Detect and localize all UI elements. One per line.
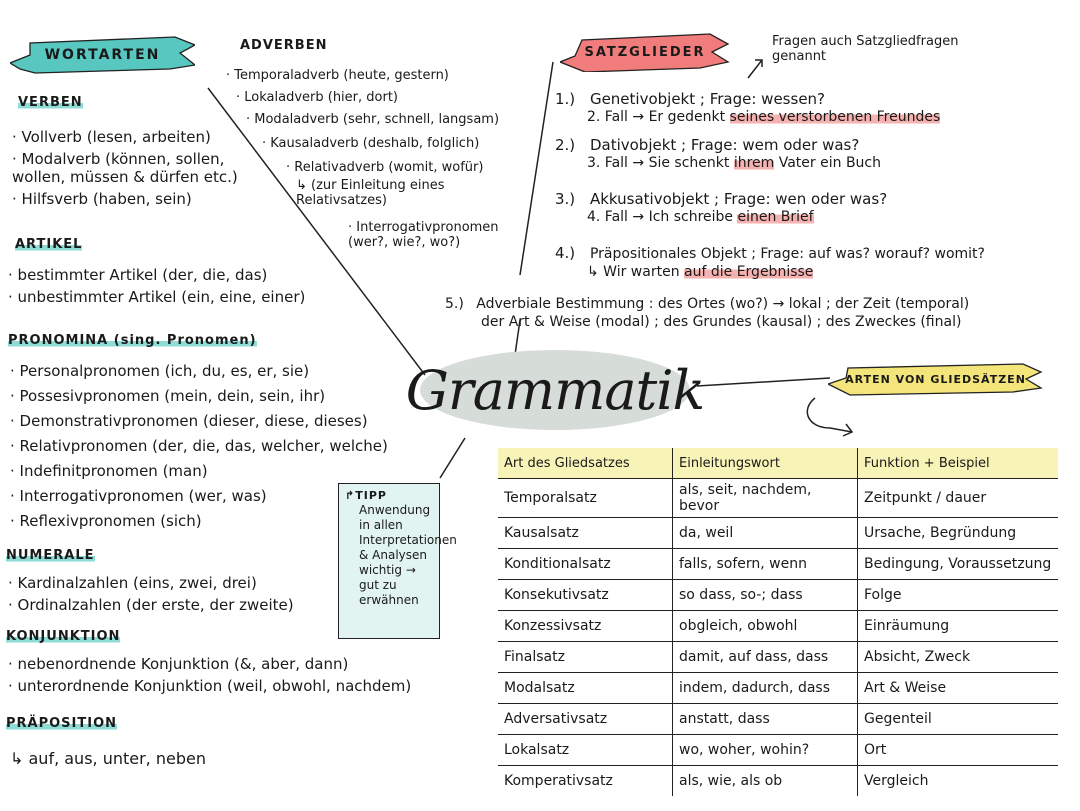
column-header: Funktion + Beispiel	[858, 448, 1059, 479]
example-text: 4. Fall → Ich schreibe	[587, 209, 734, 225]
item-title: Genetivobjekt ; Frage: wessen?	[589, 90, 826, 108]
table-row	[498, 518, 1058, 549]
table-cell: Zeitpunkt / dauer	[858, 479, 1059, 518]
list-item: · Interrogativpronomen (wer, was)	[10, 487, 388, 505]
gliedsaetze-table	[498, 448, 1058, 796]
table-cell: wo, woher, wohin?	[673, 735, 858, 766]
item-example	[587, 108, 940, 126]
item-number: 5.)	[445, 296, 464, 312]
satzglied-item	[555, 190, 887, 226]
adverben-heading: ADVERBEN	[240, 38, 328, 53]
table-cell: Gegenteil	[858, 704, 1059, 735]
column-header: Art des Gliedsatzes	[498, 448, 673, 479]
verben-list	[12, 128, 257, 208]
table-cell: so dass, so-; dass	[673, 580, 858, 611]
example-text: 3. Fall → Sie schenkt	[587, 155, 730, 171]
adverb-label: Lokaladverb (hier, dort)	[244, 90, 398, 105]
item-number: 3.)	[555, 190, 576, 208]
example-text: Vater ein Buch	[778, 155, 881, 171]
item-title: Dativobjekt ; Frage: wem oder was?	[589, 136, 860, 154]
list-item: · Hilfsverb (haben, sein)	[12, 190, 257, 208]
adverb-label: Kausaladverb (deshalb, folglich)	[270, 136, 480, 151]
table-row	[498, 611, 1058, 642]
banner-satzglieder	[560, 32, 730, 72]
satzglied-item	[555, 90, 940, 126]
table-cell: indem, dadurch, dass	[673, 673, 858, 704]
table-cell: als, seit, nachdem, bevor	[673, 479, 858, 518]
list-item: · Personalpronomen (ich, du, es, er, sie)	[10, 362, 388, 380]
example-text: 2. Fall → Er gedenkt	[587, 109, 726, 125]
table-cell: damit, auf dass, dass	[673, 642, 858, 673]
list-item: · unterordnende Konjunktion (weil, obwohl, nachdem)	[8, 677, 411, 695]
table-cell: Absicht, Zweck	[858, 642, 1059, 673]
tipp-box	[338, 483, 457, 639]
item-example	[587, 154, 881, 172]
table-cell: Ursache, Begründung	[858, 518, 1059, 549]
relativ-note: ↳ (zur Einleitung eines Relativsatzes)	[296, 178, 445, 208]
banner-gliedsaetze	[828, 362, 1043, 396]
list-item: · Kardinalzahlen (eins, zwei, drei)	[8, 574, 294, 592]
table-cell: Lokalsatz	[498, 735, 673, 766]
list-item: · Demonstrativpronomen (dieser, diese, dieses)	[10, 412, 388, 430]
table-cell: da, weil	[673, 518, 858, 549]
table-cell: Temporalsatz	[498, 479, 673, 518]
table-row	[498, 642, 1058, 673]
artikel-list	[8, 266, 305, 306]
list-item: · Indefinitpronomen (man)	[10, 462, 388, 480]
example-highlight: seines verstorbenen Freundes	[729, 109, 941, 125]
adverb-label: Temporaladverb (heute, gestern)	[234, 68, 449, 83]
list-item: · Reflexivpronomen (sich)	[10, 512, 388, 530]
item-title: Adverbiale Bestimmung : des Ortes (wo?) → lokal ; der Zeit (temporal)	[476, 296, 970, 312]
adverb-item: · Lokaladverb (hier, dort)	[236, 90, 398, 105]
table-row	[498, 673, 1058, 704]
satzglied-item	[555, 136, 881, 172]
table-cell: Konzessivsatz	[498, 611, 673, 642]
item-example	[587, 208, 887, 226]
adverb-label: Interrogativpronomen (wer?, wie?, wo?)	[348, 220, 499, 250]
center-title-label: Grammatik	[405, 358, 705, 422]
tipp-label: ↱TIPP	[345, 489, 387, 502]
banner-gliedsaetze-label: ARTEN VON GLIEDSÄTZEN	[845, 372, 1026, 386]
adverb-item: · Modaladverb (sehr, schnell, langsam)	[246, 112, 500, 127]
item-title: Präpositionales Objekt ; Frage: auf was? worauf? womit?	[589, 246, 985, 262]
table-cell: Art & Weise	[858, 673, 1059, 704]
adverb-item: · Relativadverb (womit, wofür)	[286, 160, 484, 175]
table-cell: Konsekutivsatz	[498, 580, 673, 611]
tipp-label-text: TIPP	[355, 489, 387, 502]
satzglied-item	[555, 244, 985, 281]
praeposition-heading: PRÄPOSITION	[6, 716, 118, 731]
adverb-item: · Kausaladverb (deshalb, folglich)	[262, 136, 480, 151]
item-example	[587, 263, 985, 281]
table-cell: Bedingung, Voraussetzung	[858, 549, 1059, 580]
table-cell: obgleich, obwohl	[673, 611, 858, 642]
item-number: 1.)	[555, 90, 576, 108]
table-cell: anstatt, dass	[673, 704, 858, 735]
list-item: · bestimmter Artikel (der, die, das)	[8, 266, 305, 284]
table-cell: Vergleich	[864, 773, 929, 789]
banner-wortarten	[10, 35, 195, 75]
tipp-text: Anwendung in allen Interpretationen & Analysen wichtig → gut zu erwähnen	[359, 503, 457, 607]
konjunktion-heading: KONJUNKTION	[6, 629, 121, 644]
table-cell: Adversativsatz	[498, 704, 673, 735]
table-cell: als, wie, als ob	[673, 766, 858, 797]
table-cell: Kausalsatz	[498, 518, 673, 549]
list-item: · nebenordnende Konjunktion (&, aber, dann)	[8, 655, 411, 673]
table-cell: falls, sofern, wenn	[673, 549, 858, 580]
example-highlight: einen Brief	[737, 209, 814, 225]
table-cell: Modalsatz	[498, 673, 673, 704]
table-row	[498, 766, 1058, 797]
list-item: · unbestimmter Artikel (ein, eine, einer)	[8, 288, 305, 306]
table-cell: Konditionalsatz	[498, 549, 673, 580]
table-cell: Finalsatz	[498, 642, 673, 673]
list-item: · Possesivpronomen (mein, dein, sein, ihr)	[10, 387, 388, 405]
list-item: · Modalverb (können, sollen, wollen, müssen & dürfen etc.)	[12, 150, 257, 186]
table-cell: Ort	[858, 735, 1059, 766]
adverb-label: Relativadverb (womit, wofür)	[294, 160, 484, 175]
verben-heading: VERBEN	[18, 95, 83, 110]
item-number: 4.)	[555, 244, 576, 262]
example-highlight: auf die Ergebnisse	[684, 264, 814, 280]
table-row	[498, 549, 1058, 580]
table-cell: Einräumung	[858, 611, 1059, 642]
interrogativ-item: · Interrogativpronomen (wer?, wie?, wo?)	[348, 220, 499, 250]
satzglieder-note: Fragen auch Satzgliedfragen genannt	[772, 34, 959, 64]
list-item: · Relativpronomen (der, die, das, welcher, welche)	[10, 437, 388, 455]
table-row	[498, 704, 1058, 735]
banner-satzglieder-label: SATZGLIEDER	[584, 44, 706, 60]
table-cell: Folge	[858, 580, 1059, 611]
item-line2: der Art & Weise (modal) ; des Grundes (kausal) ; des Zweckes (final)	[481, 314, 962, 330]
satzglied-item-5	[445, 295, 969, 331]
konjunktion-list	[8, 655, 411, 695]
table-header-row	[498, 448, 1058, 479]
example-text: ↳ Wir warten	[587, 264, 680, 280]
artikel-heading: ARTIKEL	[15, 237, 83, 252]
item-title: Akkusativobjekt ; Frage: wen oder was?	[589, 190, 888, 208]
adverb-label: Modaladverb (sehr, schnell, langsam)	[254, 112, 500, 127]
pronomina-heading: PRONOMINA (sing. Pronomen)	[8, 333, 257, 348]
center-title	[405, 350, 705, 430]
banner-wortarten-label: WORTARTEN	[44, 47, 161, 63]
example-highlight: ihrem	[733, 155, 775, 171]
table-row	[498, 580, 1058, 611]
numerale-heading: NUMERALE	[6, 548, 95, 563]
item-number: 2.)	[555, 136, 576, 154]
table-row	[498, 479, 1058, 518]
list-item: · Vollverb (lesen, arbeiten)	[12, 128, 257, 146]
column-header: Einleitungswort	[673, 448, 858, 479]
table-row	[498, 735, 1058, 766]
praeposition-text: ↳ auf, aus, unter, neben	[10, 749, 206, 768]
list-item: · Ordinalzahlen (der erste, der zweite)	[8, 596, 294, 614]
pronomina-list	[10, 362, 388, 530]
table-cell: Komperativsatz	[498, 766, 673, 797]
adverb-item: · Temporaladverb (heute, gestern)	[226, 68, 449, 83]
numerale-list	[8, 574, 294, 614]
